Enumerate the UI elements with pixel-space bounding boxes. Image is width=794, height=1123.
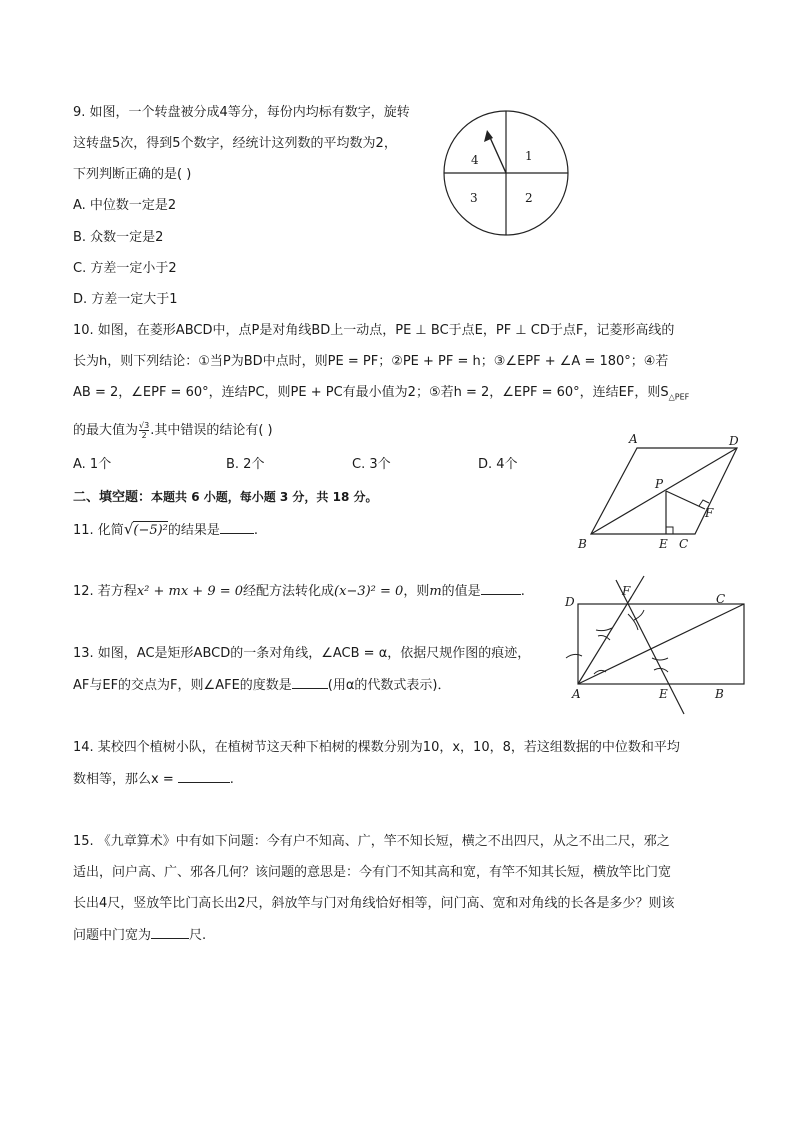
svg-text:B: B: [578, 537, 587, 551]
svg-text:D: D: [729, 434, 739, 448]
spinner-number-3: 3: [470, 191, 478, 205]
q13-line1: 13. 如图，AC是矩形ABCD的一条对角线，∠ACB = α，依据尺规作图的痕迹，: [73, 646, 531, 661]
q14-line1: 14. 某校四个植树小队，在植树节这天种下柏树的棵数分别为10，x，10，8，若这组数据的中位数和平均: [73, 740, 680, 755]
answer-blank: [481, 582, 521, 595]
rectangle-construction-figure: [560, 572, 750, 722]
q10-subscript: △PEF: [668, 392, 690, 402]
q10-line2: 长为h，则下列结论：①当P为BD中点时，则PE = PF；②PE + PF = h；③∠EPF + ∠A = 180°；④若: [73, 354, 669, 369]
q15-line1: 15. 《九章算术》中有如下问题：今有户不知高、广，竿不知长短，横之不出四尺，从之不出二尺，邪之: [73, 834, 670, 849]
q9-line3: 下列判断正确的是( ): [73, 167, 192, 182]
answer-blank: [292, 676, 328, 689]
rhombus-figure: [575, 430, 745, 550]
answer-blank: [220, 521, 254, 534]
svg-text:D: D: [565, 595, 575, 609]
spinner-number-2: 2: [525, 191, 533, 205]
svg-text:B: B: [715, 687, 724, 701]
svg-text:A: A: [629, 432, 638, 446]
q9-option-c: C. 方差一定小于2: [73, 261, 177, 276]
q10-option-a: A. 1个: [73, 457, 112, 472]
svg-text:F: F: [622, 584, 631, 598]
q10-line1: 10. 如图，在菱形ABCD中，点P是对角线BD上一动点，PE ⊥ BC于点E，PF ⊥ CD于点F，记菱形高线的: [73, 323, 675, 338]
svg-text:P: P: [655, 477, 664, 491]
spinner-figure: [443, 110, 573, 240]
spinner-number-1: 1: [525, 149, 533, 163]
q15-line4: 问题中门宽为 尺.: [73, 928, 207, 943]
q9-line1: 9. 如图，一个转盘被分成4等分，每份内均标有数字，旋转: [73, 105, 410, 120]
q10-option-c: C. 3个: [352, 457, 391, 472]
svg-text:F: F: [705, 506, 714, 520]
q11-line: 11. 化简√(−5)²的结果是 .: [73, 520, 259, 538]
q9-option-d: D. 方差一定大于1: [73, 292, 178, 307]
answer-blank: [178, 770, 230, 783]
q13-line2: AF与EF的交点为F，则∠AFE的度数是 (用α的代数式表示)．: [73, 678, 451, 693]
q12-line: 12. 若方程x² + mx + 9 = 0经配方法转化成(x−3)² = 0，则m的值是 .: [73, 584, 525, 599]
q10-option-d: D. 4个: [478, 457, 518, 472]
svg-text:E: E: [659, 537, 668, 551]
section-heading: 二、填空题：本题共 6 小题，每小题 3 分，共 18 分。: [73, 490, 378, 505]
q9-option-a: A. 中位数一定是2: [73, 198, 177, 213]
q15-line3: 长出4尺，竖放竿比门高长出2尺，斜放竿与门对角线恰好相等，问门高、宽和对角线的长各是多少？则该: [73, 896, 675, 911]
q14-line2: 数相等，那么x = .: [73, 772, 234, 787]
q9-line2: 这转盘5次，得到5个数字，经统计这列数的平均数为2，: [73, 136, 397, 151]
svg-text:C: C: [716, 592, 726, 606]
svg-text:C: C: [679, 537, 689, 551]
q10-option-b: B. 2个: [226, 457, 265, 472]
fraction: $\frac{√3}{2}$: [139, 421, 150, 440]
answer-blank: [151, 926, 189, 939]
q10-line4: 的最大值为 $\frac{√3}{2}$ .其中错误的结论有( ): [73, 421, 273, 440]
q15-line2: 适出，问户高、广、邪各几何？该问题的意思是：今有门不知其高和宽，有竿不知其长短，横放竿比门宽: [73, 865, 672, 880]
q9-option-b: B. 众数一定是2: [73, 230, 164, 245]
svg-text:E: E: [659, 687, 668, 701]
q10-line3: AB = 2，∠EPF = 60°，连结PC，则PE + PC有最小值为2；⑤若h = 2，∠EPF = 60°，连结EF，则$S_{\triangle PEF}$: [73, 385, 690, 402]
svg-text:A: A: [572, 687, 581, 701]
spinner-number-4: 4: [471, 153, 479, 167]
